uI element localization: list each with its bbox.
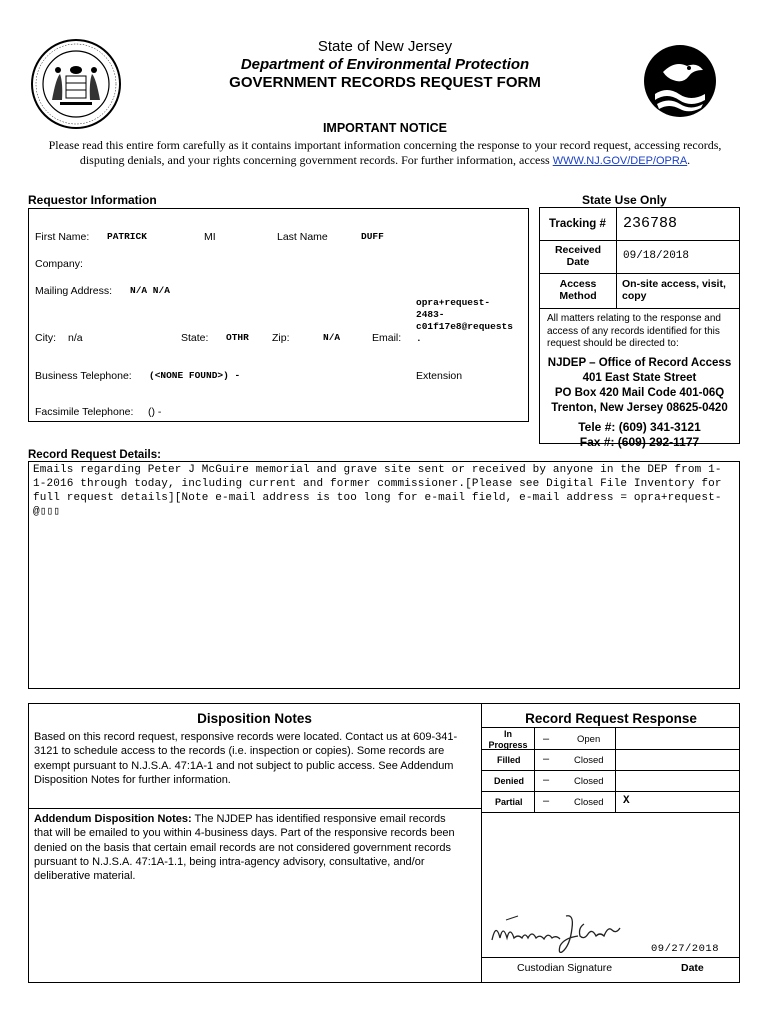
- date-label: Date: [681, 962, 704, 974]
- requestor-section-title: Requestor Information: [28, 193, 157, 207]
- matters-line: access of any records identified for this: [547, 325, 720, 337]
- office-line: NJDEP – Office of Record Access: [547, 357, 732, 369]
- addendum-notes: [34, 812, 455, 883]
- state-use-title: State Use Only: [582, 193, 667, 207]
- response-dash: –: [543, 774, 550, 786]
- zip-label: Zip:: [272, 332, 290, 344]
- response-status-closed: Closed: [574, 755, 604, 766]
- header-department: Department of Environmental Protection: [240, 56, 530, 73]
- city-value[interactable]: n/a: [68, 332, 83, 344]
- response-row-filled: Filled: [497, 755, 521, 765]
- response-row-in-progress: In Progress: [488, 729, 528, 750]
- access-label-1: Access: [559, 278, 597, 290]
- header-state: State of New Jersey: [317, 38, 453, 55]
- opra-link[interactable]: WWW.NJ.GOV/DEP/OPRA: [552, 155, 688, 167]
- disposition-line: Disposition Notes for further information.: [34, 773, 231, 786]
- details-text: [33, 463, 722, 519]
- office-tele: Tele #: (609) 341-3121: [578, 420, 701, 434]
- details-line: 1-2016 through today, including current and former commissioner.[Please see Digital File Inventory for: [33, 478, 722, 490]
- mailing-label: Mailing Address:: [35, 285, 113, 297]
- notice-period: .: [687, 153, 691, 167]
- notice-title: IMPORTANT NOTICE: [322, 121, 448, 135]
- access-label-2: Method: [559, 290, 597, 302]
- response-title: Record Request Response: [525, 711, 697, 726]
- response-dash: –: [543, 733, 550, 745]
- disposition-title: Disposition Notes: [197, 711, 312, 726]
- email-line: .: [416, 333, 422, 344]
- zip-value[interactable]: N/A: [323, 332, 341, 343]
- disposition-line: exempt pursuant to N.J.S.A. 47:1A-1 and not subject to public access. See Addendum: [34, 759, 454, 772]
- addendum-text: The NJDEP has identified responsive email records: [191, 813, 446, 825]
- business-phone-label: Business Telephone:: [35, 370, 132, 382]
- first-name-value[interactable]: PATRICK: [107, 231, 147, 242]
- email-line: 2483-: [416, 309, 445, 320]
- extension-label: Extension: [416, 370, 463, 382]
- received-label-1: Received: [554, 244, 602, 256]
- matters-line: request should be directed to:: [547, 338, 679, 349]
- state-label: State:: [181, 332, 209, 344]
- notice-text-2-body: disputing denials, and your rights concerning government records. For further information, access: [79, 153, 550, 167]
- addendum-line: denied on the basis that certain email records are not considered government records: [34, 841, 452, 854]
- response-partial-mark[interactable]: X: [623, 795, 630, 807]
- addendum-line: deliberative material.: [34, 870, 136, 883]
- office-line: PO Box 420 Mail Code 401-06Q: [554, 387, 725, 399]
- response-status-closed: Closed: [574, 776, 604, 787]
- disposition-line: 3121 to schedule access to the records (i.e. inspection or copies). Some records are: [34, 745, 445, 758]
- received-label: [541, 244, 615, 268]
- office-address: [539, 356, 740, 450]
- response-status-closed: Closed: [574, 797, 604, 808]
- email-line: c01f17e8@requests: [416, 321, 513, 332]
- notice-text-2: [0, 153, 770, 168]
- disposition-line: Based on this record request, responsive records were located. Contact us at 609-341-: [34, 731, 458, 743]
- access-method-value: [622, 278, 726, 302]
- office-line: 401 East State Street: [582, 372, 697, 384]
- response-dash: –: [543, 753, 550, 765]
- received-label-2: Date: [566, 256, 590, 268]
- custodian-signature: [488, 908, 628, 958]
- office-line: Trenton, New Jersey 08625-0420: [551, 402, 728, 414]
- disposition-notes: [34, 730, 457, 787]
- matters-text: [547, 313, 737, 351]
- response-row-partial: Partial: [495, 797, 523, 807]
- email-value[interactable]: [416, 297, 513, 345]
- tracking-label: Tracking #: [549, 218, 606, 230]
- last-name-label: Last Name: [277, 231, 328, 243]
- custodian-signature-label: Custodian Signature: [517, 962, 613, 974]
- addendum-line: pursuant to N.J.S.A. 47:1A-1.1, being intra-agency advisory, consultative, and/or: [34, 855, 425, 868]
- first-name-label: First Name:: [35, 231, 90, 243]
- received-date-value: 09/18/2018: [623, 250, 690, 262]
- details-label: Record Request Details:: [28, 449, 161, 461]
- fax-label: Facsimile Telephone:: [35, 406, 134, 418]
- city-label: City:: [35, 332, 56, 344]
- addendum-line: that will be emailed to you within 4-business days. Part of the responsive records been: [34, 827, 455, 840]
- signature-date: 09/27/2018: [651, 943, 720, 955]
- mailing-value[interactable]: N/A N/A: [130, 285, 170, 296]
- details-line: full request details][Note e-mail address is too long for e-mail field, e-mail address = opra+request-: [33, 492, 722, 504]
- form-title: GOVERNMENT RECORDS REQUEST FORM: [229, 74, 541, 91]
- last-name-value[interactable]: DUFF: [361, 231, 384, 242]
- business-phone-value[interactable]: (<NONE FOUND>) -: [149, 370, 241, 381]
- addendum-label: Addendum Disposition Notes:: [34, 813, 192, 825]
- notice-text-1: Please read this entire form carefully as it contains important information concerning the response to your record request, accessing records,: [48, 138, 722, 152]
- email-line: opra+request-: [416, 297, 491, 308]
- company-label: Company:: [35, 258, 83, 270]
- matters-line: All matters relating to the response and: [547, 313, 721, 324]
- details-line: Emails regarding Peter J McGuire memorial and grave site sent or received by anyone in the DEP from 1-: [33, 464, 722, 476]
- response-status-open: Open: [577, 734, 601, 745]
- access-value-1: On-site access, visit,: [622, 278, 726, 290]
- addendum-first-line: [34, 812, 455, 826]
- email-label: Email:: [372, 332, 402, 344]
- state-value[interactable]: OTHR: [226, 332, 249, 343]
- access-value-2: copy: [622, 290, 647, 302]
- fax-value[interactable]: () -: [148, 406, 162, 418]
- mi-label: MI: [204, 231, 216, 243]
- office-fax: Fax #: (609) 292-1177: [579, 435, 700, 449]
- access-method-label: [541, 278, 615, 302]
- details-line: @▯▯▯: [33, 506, 61, 518]
- tracking-value: 236788: [623, 215, 678, 232]
- response-dash: –: [543, 795, 550, 807]
- response-row-denied: Denied: [494, 776, 525, 786]
